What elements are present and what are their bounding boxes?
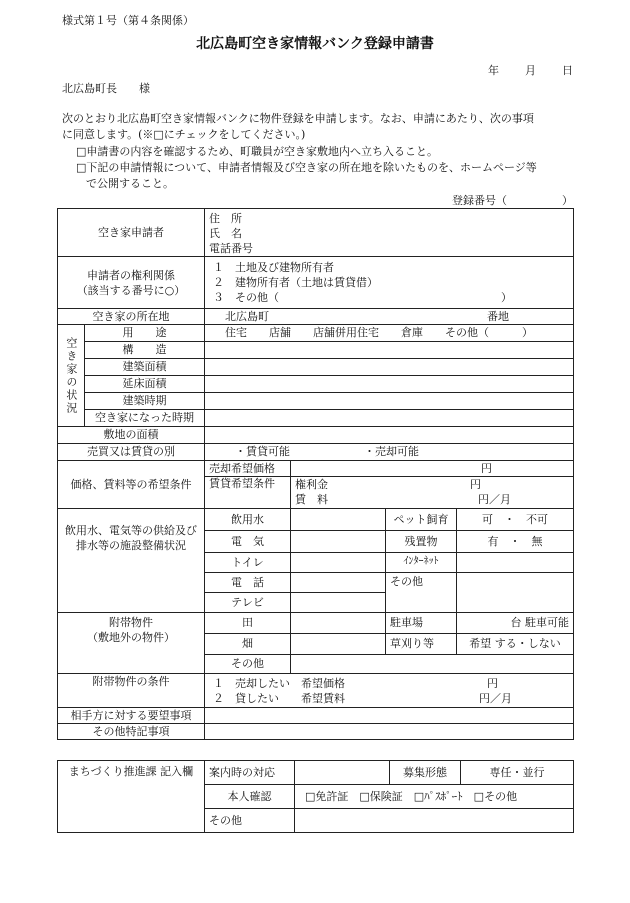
electricity-label: 電 気 [205,531,291,553]
floor-area-label: 延床面積 [85,376,205,393]
building-area-label: 建築面積 [85,359,205,376]
pet-label: ペット飼育 [386,509,457,531]
sale-rent-options[interactable]: ・賃貸可能 ・売却可能 [205,444,574,461]
date-line [488,64,573,78]
consent-checkbox-2[interactable]: □下記の申請情報について、申請者情報及び空き家の所在地を除いたものを、ホームページ等 [76,161,537,174]
form-number: 様式第１号（第４条関係） [62,14,194,27]
date-day: 日 [562,64,573,77]
notes-field[interactable] [205,724,574,740]
guide-label: 案内時の対応 [205,761,295,785]
applicant-name-field[interactable]: 氏 名 [209,227,242,240]
intro-line-1: 次のとおり北広島町空き家情報バンクに物件登録を申請します。なお、申請にあたり、次の事項 [62,112,534,125]
rights-option-3[interactable]: ３ その他（ ） [213,291,512,304]
rice-field-label: 田 [205,613,291,634]
built-date-label: 建築時期 [85,393,205,410]
consent-checkbox-1[interactable]: □申請書の内容を確認するため、町職員が空き家敷地内へ立ち入ること。 [76,145,438,158]
page-title: 北広島町空き家情報バンク登録申請書 [196,36,434,52]
rights-option-2[interactable]: ２ 建物所有者（土地は賃貸借） [213,276,378,289]
price-label: 価格、賃料等の希望条件 [58,461,205,509]
office-section-label: まちづくり推進課 記入欄 [58,761,205,833]
internet-field[interactable] [457,553,574,573]
water-label: 飲用水 [205,509,291,531]
phone-line-field[interactable] [291,573,386,593]
office-use-table [57,760,574,833]
date-year: 年 [488,64,499,77]
recruit-label: 募集形態 [390,761,461,785]
structure-label: 構 造 [85,342,205,359]
toilet-label: トイレ [205,553,291,573]
usage-label: 用 途 [85,325,205,342]
utilities-label: 飲用水、電気等の供給及び [65,524,197,537]
utilities-label-2: 排水等の施設整備状況 [76,539,186,552]
utilities-other-field[interactable] [457,573,574,613]
site-area-field[interactable] [205,427,574,444]
tv-label: テレビ [205,593,291,613]
id-check-label: 本人確認 [205,785,295,809]
consent-checkbox-2-cont: で公開すること。 [86,177,174,190]
parking-label: 駐車場 [386,613,457,634]
attached-rent-price[interactable]: ２ 貸したい 希望賃料 円／月 [213,691,512,705]
office-other-field[interactable] [295,809,574,833]
status-side-label: 空き家の状況 [58,325,85,427]
utilities-other-label: その他 [386,573,457,613]
rights-hint: （該当する番号に○） [76,283,186,297]
farm-label: 畑 [205,634,291,655]
water-field[interactable] [291,509,386,531]
attached-sale-price[interactable]: １ 売却したい 希望価格 円 [213,676,498,690]
applicant-address-field[interactable]: 住 所 [209,212,242,225]
electricity-field[interactable] [291,531,386,553]
deposit-field[interactable]: 権利金 円 [291,477,574,493]
rent-conditions-label: 賃貸希望条件 [205,477,291,509]
building-area-field[interactable] [205,359,574,376]
office-other-label: その他 [205,809,295,833]
attached-other-label: その他 [205,655,291,674]
mowing-label: 草刈り等 [386,634,457,655]
attached-other-field[interactable] [291,655,574,674]
furniture-options[interactable]: 有 ・ 無 [457,531,574,553]
farm-value[interactable] [291,634,386,655]
rice-field-value[interactable] [291,613,386,634]
applicant-phone-field[interactable]: 電話番号 [209,242,253,255]
tv-field[interactable] [291,593,386,613]
sale-rent-label: 売買又は賃貸の別 [58,444,205,461]
applicant-label: 空き家申請者 [58,209,205,257]
attached-conditions-label: 附帯物件の条件 [58,674,205,708]
requests-label: 相手方に対する要望事項 [58,708,205,724]
furniture-label: 残置物 [386,531,457,553]
guide-field[interactable] [295,761,390,785]
registration-number: 登録番号（ ） [452,194,573,207]
mowing-options[interactable]: 希望 する・しない [457,634,574,655]
rights-option-1[interactable]: １ 土地及び建物所有者 [213,261,334,274]
phone-line-label: 電 話 [205,573,291,593]
recruit-options[interactable]: 専任・並行 [461,761,574,785]
intro-line-2: に同意します。(※□にチェックをしてください。) [62,128,306,141]
notes-label: その他特記事項 [58,724,205,740]
addressee: 北広島町長 様 [62,82,150,95]
location-field[interactable]: 北広島町 番地 [205,309,574,325]
structure-field[interactable] [205,342,574,359]
rights-label: 申請者の権利関係 [87,268,175,282]
toilet-field[interactable] [291,553,386,573]
internet-label: ｲﾝﾀｰﾈｯﾄ [386,553,457,573]
rent-field[interactable]: 賃 料 円／月 [291,493,574,509]
site-area-label: 敷地の面積 [58,427,205,444]
parking-field[interactable]: 台 駐車可能 [457,613,574,634]
location-label: 空き家の所在地 [58,309,205,325]
sale-price-label: 売却希望価格 [205,461,291,477]
vacant-since-field[interactable] [205,410,574,427]
attached-label-2: （敷地外の物件） [87,631,175,644]
date-month: 月 [525,64,536,77]
attached-label: 附帯物件 [109,616,153,629]
sale-price-field[interactable]: 円 [291,461,574,477]
floor-area-field[interactable] [205,376,574,393]
requests-field[interactable] [205,708,574,724]
application-table [57,208,574,740]
built-date-field[interactable] [205,393,574,410]
id-check-options[interactable]: □免許証 □保険証 □ﾊﾟｽﾎﾟｰﾄ □その他 [295,785,574,809]
usage-options[interactable]: 住宅 店舗 店舗併用住宅 倉庫 その他（ ） [205,325,574,342]
pet-options[interactable]: 可 ・ 不可 [457,509,574,531]
vacant-since-label: 空き家になった時期 [85,410,205,427]
